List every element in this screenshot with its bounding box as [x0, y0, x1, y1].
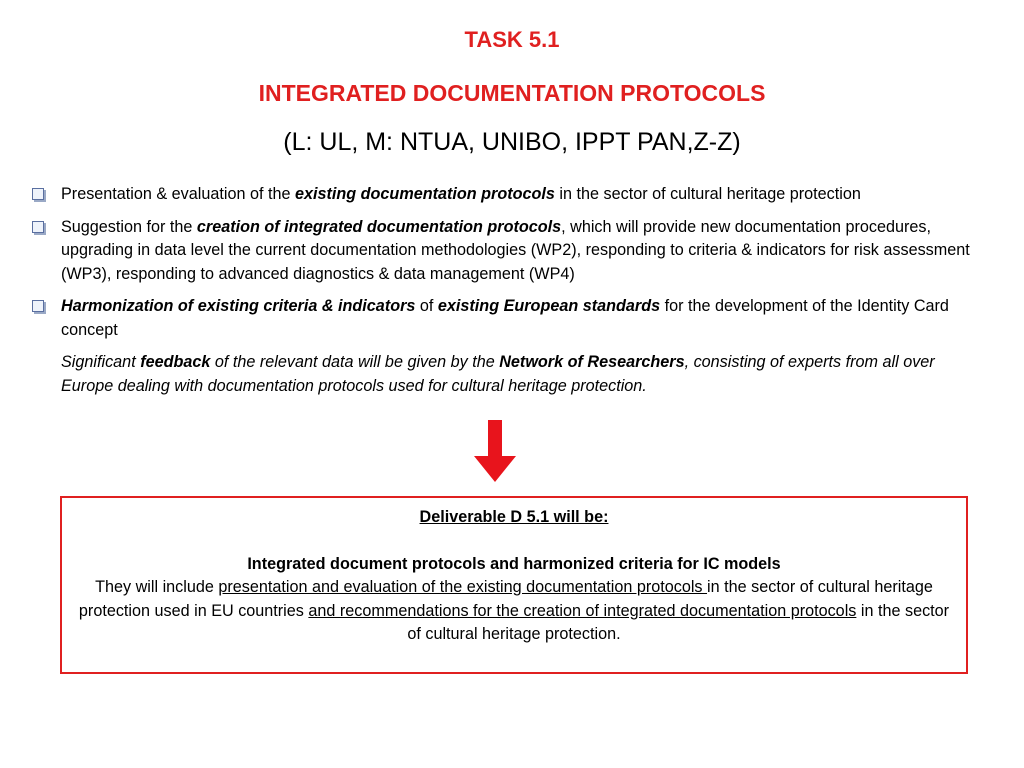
- deliverable-box: [60, 496, 968, 674]
- deliverable-heading: Deliverable D 5.1 will be:: [419, 508, 609, 526]
- task-title: INTEGRATED DOCUMENTATION PROTOCOLS: [258, 80, 766, 106]
- down-arrow-icon: [474, 420, 516, 482]
- task-number: TASK 5.1: [464, 27, 560, 52]
- checkbox-square-icon: [32, 221, 44, 233]
- bullet-item: Harmonization of existing criteria & indicators of existing European standards for the development of the Identity Card concept: [32, 295, 977, 342]
- bullet-item: Presentation & evaluation of the existing documentation protocols in the sector of cultural heritage protection: [32, 183, 977, 207]
- deliverable-subheading: Integrated document protocols and harmonized criteria for IC models: [247, 554, 781, 573]
- checkbox-square-icon: [32, 188, 44, 200]
- checkbox-square-icon: [32, 300, 44, 312]
- deliverable-description: They will include presentation and evaluation of the existing documentation protocols in the sector of cultural heritage protection used in EU countries and recommendations for the creation of integrated documentation protocols in the sector of cultural heritage protection.: [78, 578, 950, 643]
- bullet-item: Suggestion for the creation of integrated documentation protocols, which will provide new documentation procedures, upgrading in data level the current documentation methodologies (WP2), responding to criteria & indicators for risk assessment (WP3), responding to advanced diagnostics & data management (WP4): [32, 216, 977, 287]
- bullet-list: [32, 183, 977, 398]
- feedback-note: Significant feedback of the relevant data will be given by the Network of Researchers, consisting of experts from all over Europe dealing with documentation protocols used for cultural heritage protection.: [61, 353, 935, 395]
- task-partners: (L: UL, M: NTUA, UNIBO, IPPT PAN,Z-Z): [283, 128, 741, 156]
